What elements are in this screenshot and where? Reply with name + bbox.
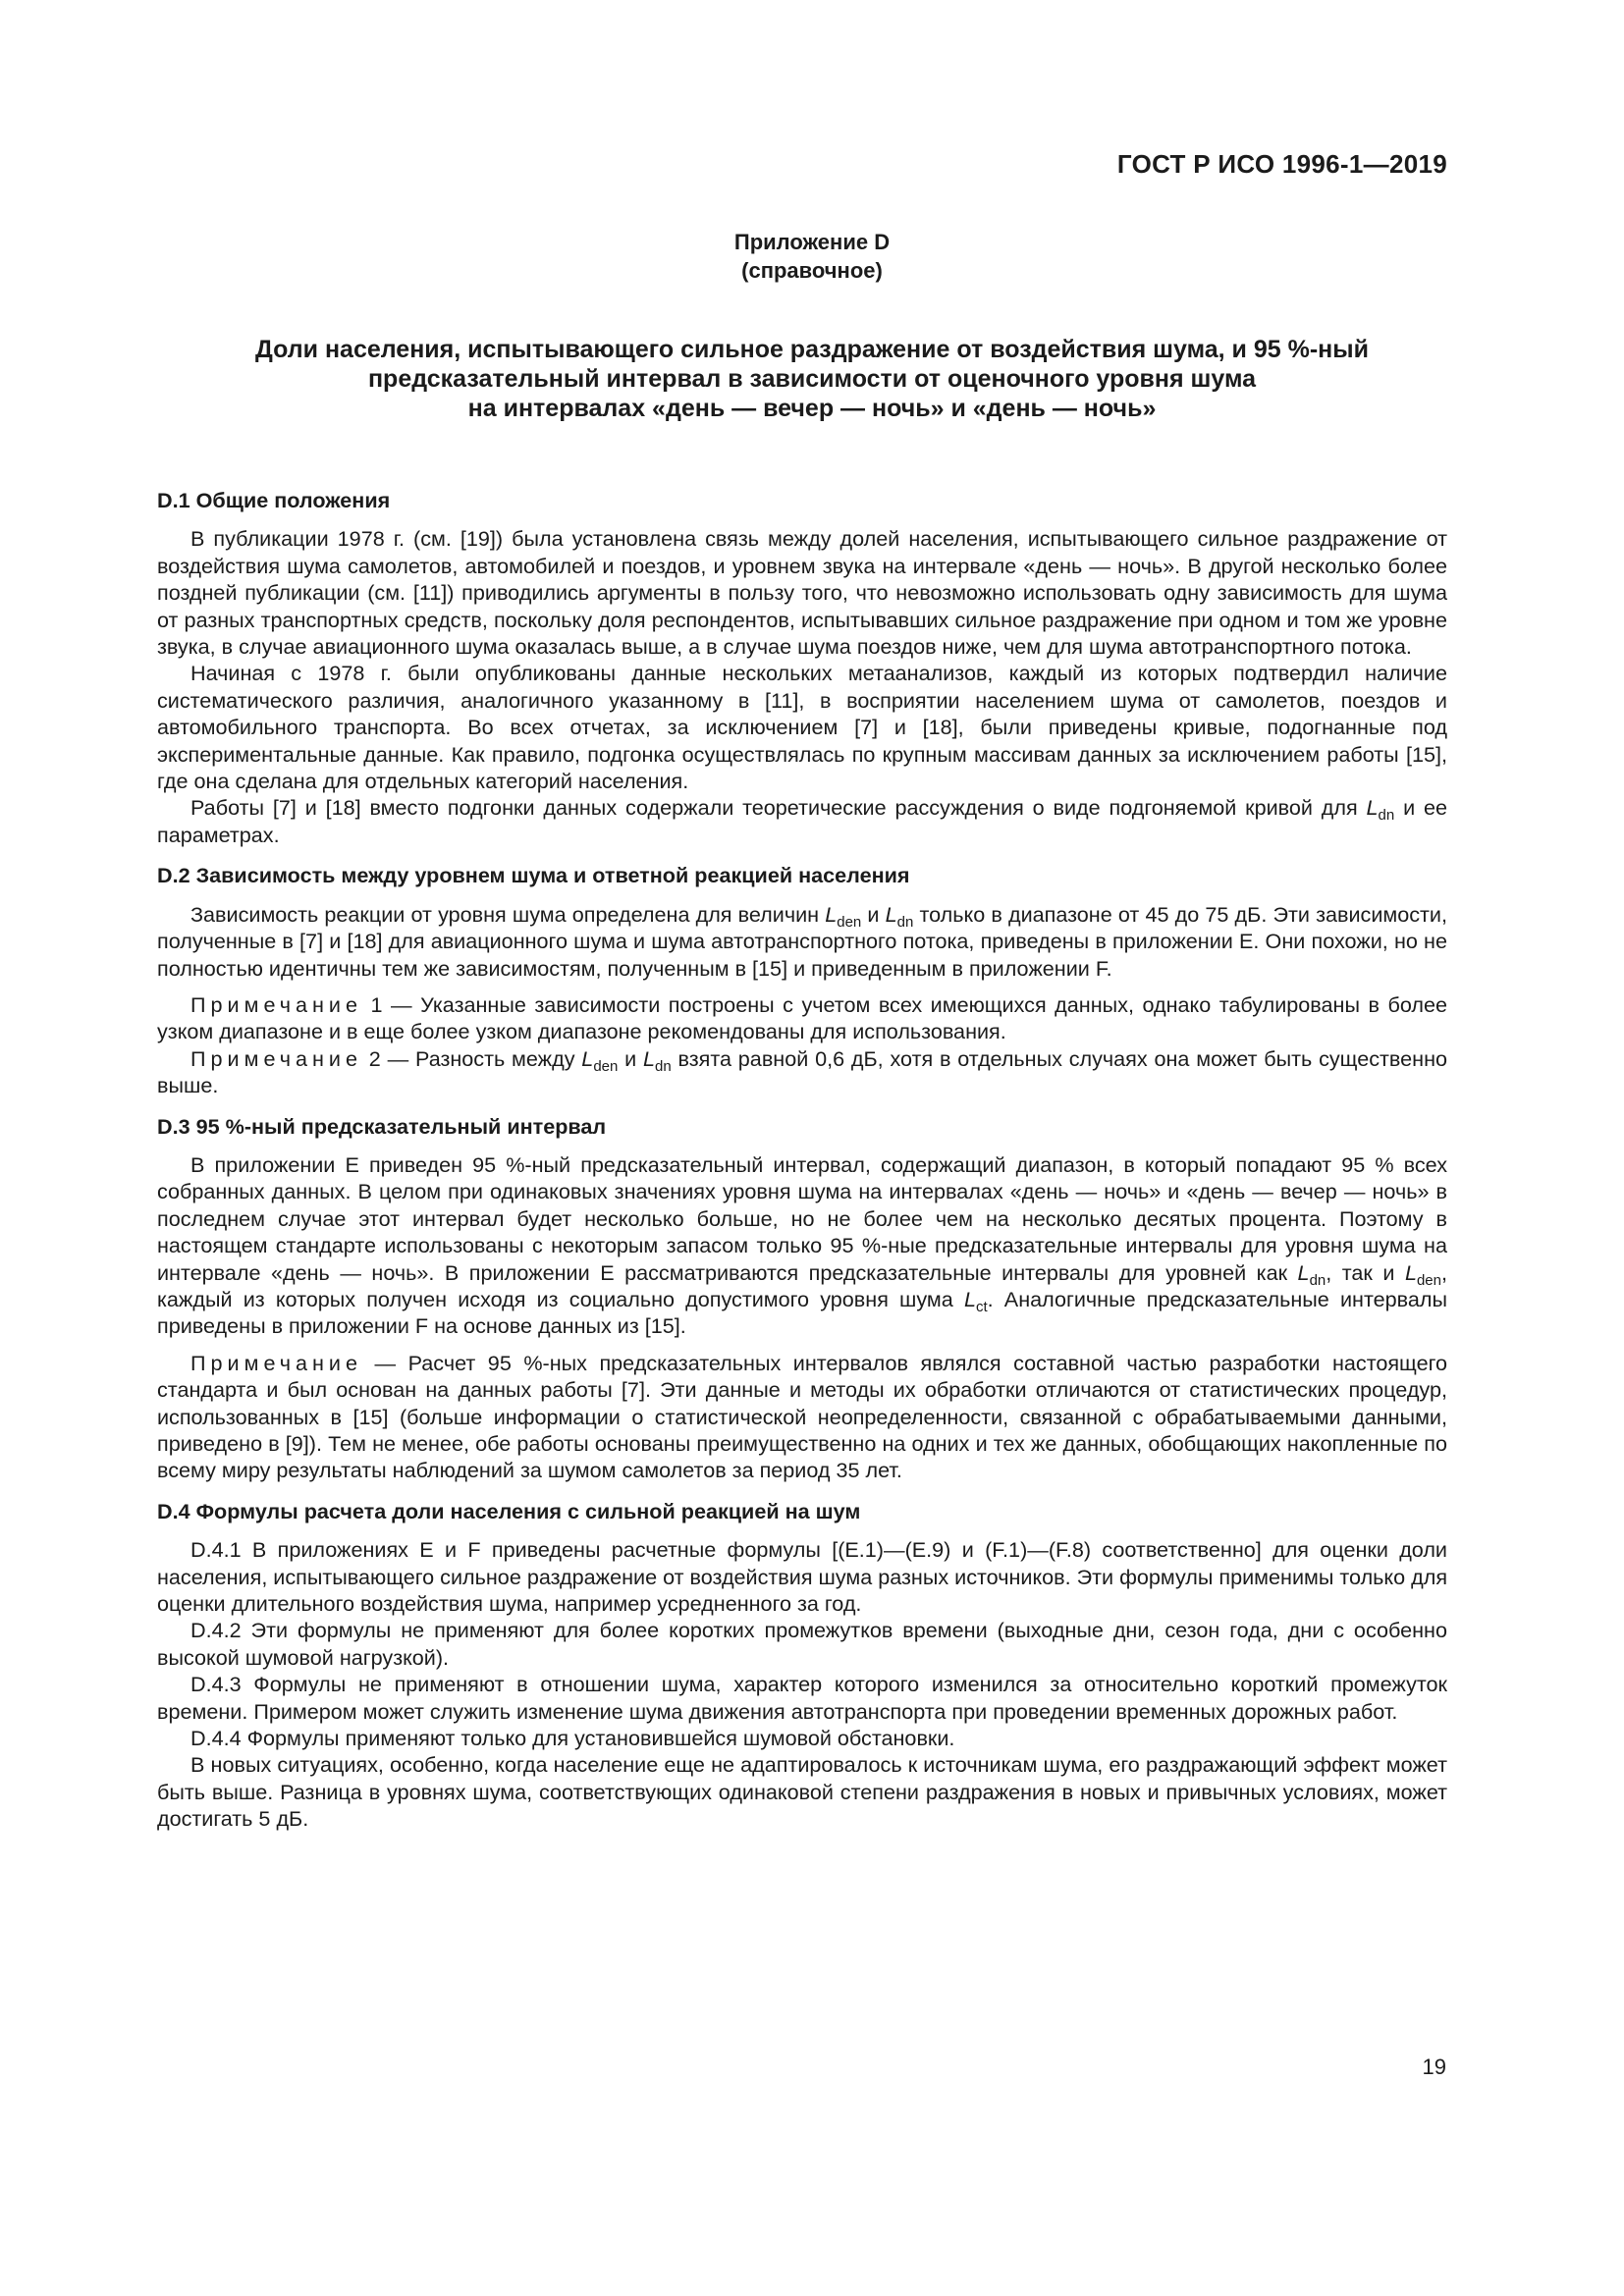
- symbol-l: L: [963, 1286, 976, 1311]
- subscript: dn: [655, 1057, 672, 1075]
- section-heading-d4: D.4 Формулы расчета доли населения с сильной реакцией на шум: [157, 1498, 861, 1523]
- note: [157, 991, 1447, 1045]
- paragraph: В новых ситуациях, особенно, когда население еще не адаптировалось к источникам шума, его раздражающий эффект может быть выше. Разница в уровнях шума, соответствующих одинаковой степени раздражения в новых и привычных условиях, может достигать 5 дБ.: [157, 1752, 1447, 1832]
- paragraph: [157, 794, 1447, 848]
- paragraph: D.4.2 Эти формулы не применяют для более коротких промежутков времени (выходные дни, сезон года, дни с особенно высокой шумовой нагрузкой).: [157, 1618, 1447, 1670]
- symbol-l: L: [643, 1045, 656, 1071]
- document-code: ГОСТ Р ИСО 1996-1—2019: [1116, 149, 1447, 179]
- paragraph: D.4.1 В приложениях E и F приведены расчетные формулы [(E.1)—(E.9) и (F.1)—(F.8) соответственно] для оценки доли населения, испытывающего сильное раздражение от воздействия шума разных источников. Эти формулы применимы только для оценки длительного воздействия шума, например усредненного за год.: [157, 1537, 1448, 1617]
- text-span: , так и: [1326, 1259, 1405, 1285]
- note-label: Примечание: [190, 1045, 362, 1071]
- symbol-l: L: [581, 1045, 594, 1071]
- subscript: den: [593, 1057, 619, 1075]
- text-span: В приложении E приведен 95 %-ный предсказательный интервал, содержащий диапазон, в который попадают 95 % всех собранных данных. В целом при одинаковых значениях уровня шума на интервалах «день — ночь» и «день — вечер — ночь» в последнем случае этот интервал будет несколько больше, но не более чем на несколько десятых процента. Поэтому в настоящем стандарте использованы с некоторым запасом только 95 %-ные предсказательные интервалы для уровня шума на интервале «день — ночь». В приложении E рассматриваются предсказательные интервалы для уровней как: [157, 1151, 1447, 1285]
- section-heading-d2: D.2 Зависимость между уровнем шума и ответной реакцией населения: [157, 863, 910, 888]
- text-span: взята равной 0,6 дБ, хотя в отдельных случаях она может быть существенно выше.: [157, 1045, 1448, 1098]
- annex-heading: [0, 228, 1624, 285]
- document-body: [157, 487, 1447, 1833]
- symbol-l: L: [1366, 795, 1379, 821]
- paragraph: [157, 1151, 1447, 1340]
- symbol-l: L: [1297, 1259, 1310, 1285]
- annex-label: Приложение D: [733, 230, 891, 254]
- text-span: и ее параметрах.: [157, 795, 1447, 847]
- text-span: только в диапазоне от 45 до 75 дБ. Эти зависимости, полученные в [7] и [18] для авиационного шума и шума автотранспортного потока, приведены в приложении E. Они похожи, но не полностью идентичны тем же зависимостям, полученным в [15] и приведенным в приложении F.: [157, 901, 1447, 981]
- subscript: ct: [975, 1298, 988, 1315]
- paragraph: D.4.4 Формулы применяют только для установившейся шумовой обстановки.: [190, 1726, 955, 1751]
- section-heading-d3: D.3 95 %-ный предсказательный интервал: [157, 1113, 607, 1139]
- text-span: 1 — Указанные зависимости построены с учетом всех имеющихся данных, однако табулированы в более узком диапазоне и в еще более узком диапазоне рекомендованы для использования.: [157, 991, 1447, 1044]
- subscript: dn: [1309, 1271, 1326, 1289]
- symbol-l: L: [885, 901, 897, 927]
- text-span: и: [618, 1045, 644, 1071]
- title-line-1: Доли населения, испытывающего сильное раздражение от воздействия шума, и 95 %-ный: [254, 336, 1369, 363]
- note-label: Примечание: [190, 1350, 362, 1375]
- section-heading-d1: D.1 Общие положения: [157, 488, 391, 512]
- note: [157, 1350, 1447, 1484]
- subscript: den: [837, 913, 862, 931]
- subscript: dn: [896, 913, 914, 931]
- paragraph: В публикации 1978 г. (см. [19]) была установлена связь между долей населения, испытывающего сильное раздражение от воздействия шума самолетов, автомобилей и поездов, и уровнем звука на интервале «день — ночь». В другой несколько более поздней публикации (см. [11]) приводились аргументы в пользу того, что невозможно использовать одну зависимость для шума от разных транспортных средств, поскольку доля респондентов, испытывавших сильное раздражение при одном и том же уровне звука, в случае авиационного шума оказалась выше, а в случае шума поездов ниже, чем для шума автотранспортного потока.: [157, 526, 1447, 660]
- paragraph: D.4.3 Формулы не применяют в отношении шума, характер которого изменился за относительно короткий промежуток времени. Примером может служить изменение шума движения автотранспорта при проведении временных дорожных работ.: [157, 1672, 1447, 1724]
- page-number: 19: [1422, 2055, 1446, 2079]
- title-line-2: предсказательный интервал в зависимости от оценочного уровня шума: [367, 365, 1257, 393]
- annex-title: [157, 335, 1467, 423]
- symbol-l: L: [825, 901, 838, 927]
- paragraph: Начиная с 1978 г. были опубликованы данные нескольких метаанализов, каждый из которых подтвердил наличие систематического различия, аналогичного указанному в [11], в восприятии населением шума от самолетов, поездов и автомобильного транспорта. Во всех отчетах, за исключением [7] и [18], были приведены кривые, подогнанные под экспериментальные данные. Как правило, подгонка осуществлялась по крупным массивам данных за исключением работы [15], где она сделана для отдельных категорий населения.: [157, 661, 1447, 794]
- annex-type: (справочное): [741, 258, 883, 283]
- note-label: Примечание: [190, 991, 362, 1017]
- symbol-l: L: [1404, 1259, 1417, 1285]
- text-span: и: [861, 901, 886, 927]
- text-span: , каждый из которых получен исходя из социально допустимого уровня шума: [157, 1259, 1447, 1311]
- text-span: . Аналогичные предсказательные интервалы приведены в приложении F на основе данных из [15].: [157, 1286, 1447, 1339]
- paragraph: [157, 901, 1447, 982]
- text-span: Зависимость реакции от уровня шума определена для величин: [190, 901, 826, 927]
- text-span: — Расчет 95 %-ных предсказательных интервалов являлся составной частью разработки настоящего стандарта и был основан на данных работы [7]. Эти данные и методы их обработки отличаются от статистических процедур, использованных в [15] (больше информации о статистической неопределенности, связанной с обрабатываемыми данными, приведено в [9]). Тем не менее, обе работы основаны преимущественно на одних и тех же данных, обобщающих накопленные по всему миру результаты наблюдений за шумом самолетов за период 35 лет.: [157, 1350, 1447, 1483]
- note: [157, 1045, 1447, 1099]
- subscript: dn: [1378, 807, 1395, 825]
- text-span: Работы [7] и [18] вместо подгонки данных содержали теоретические рассуждения о виде подгоняемой кривой для: [190, 795, 1367, 821]
- title-line-3: на интервалах «день — вечер — ночь» и «день — ночь»: [467, 395, 1157, 422]
- text-span: 2 — Разность между: [362, 1045, 582, 1071]
- subscript: den: [1416, 1271, 1441, 1289]
